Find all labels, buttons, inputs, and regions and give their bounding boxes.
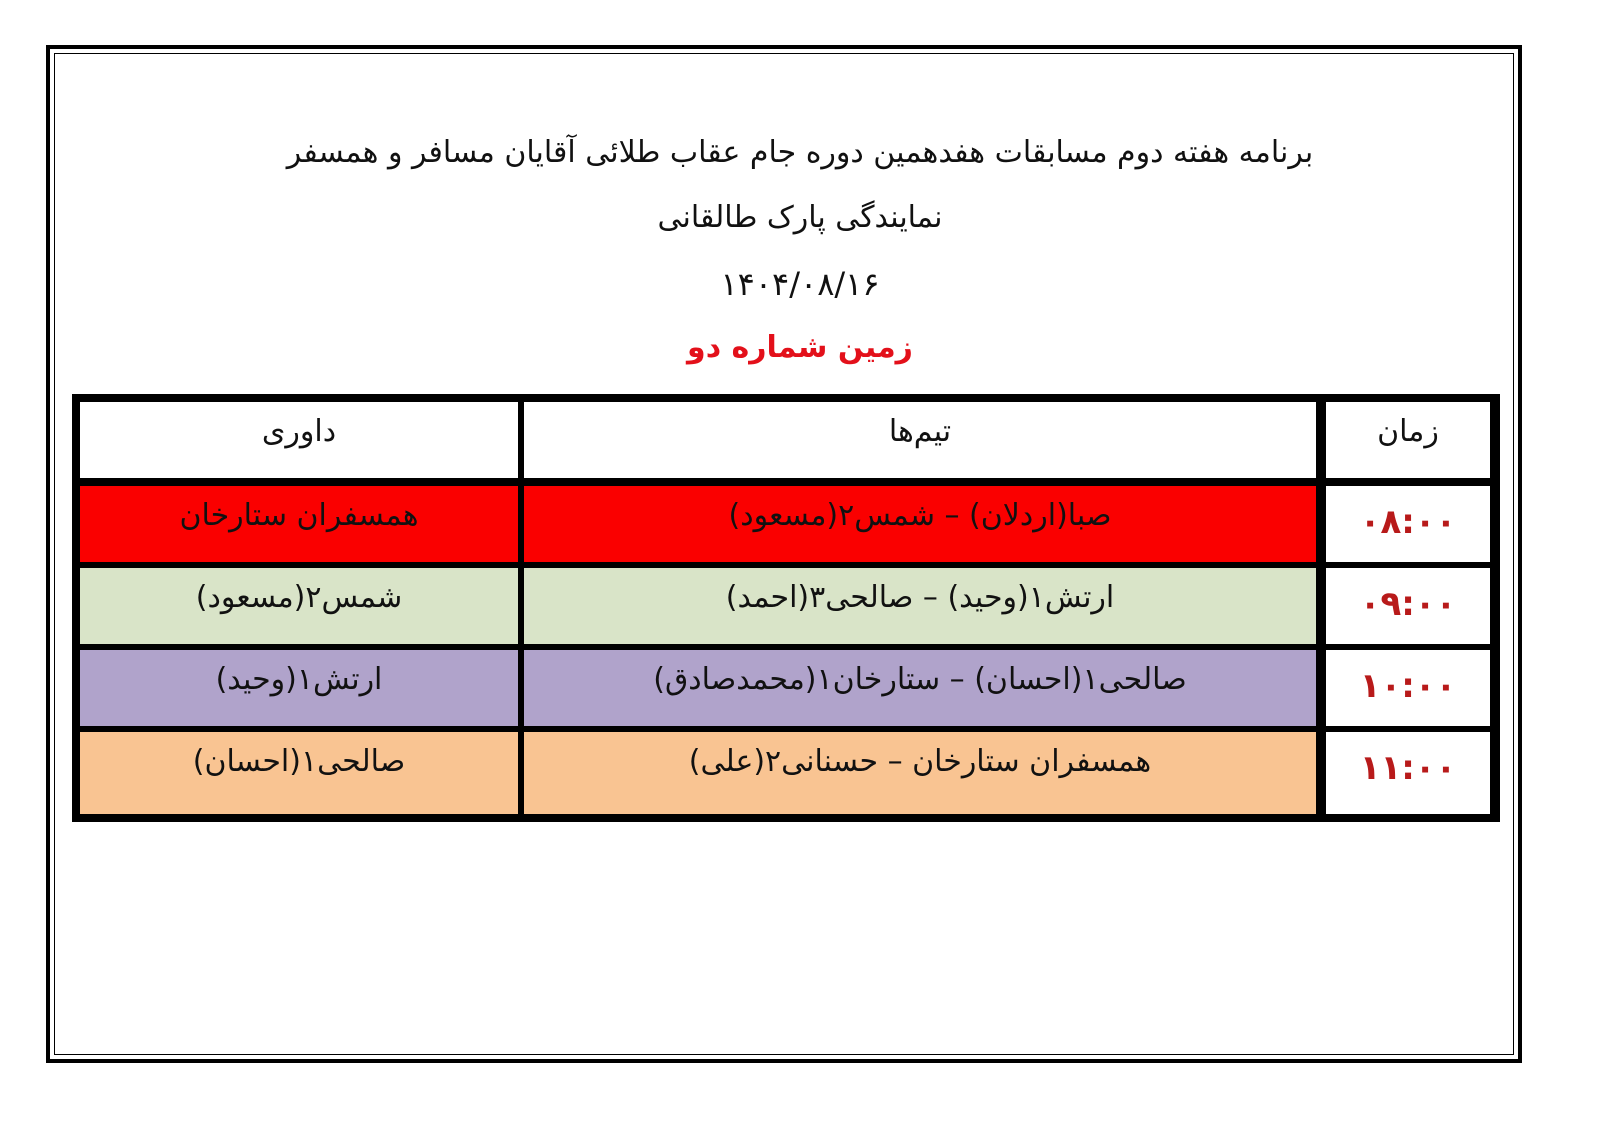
title-line-1: برنامه هفته دوم مسابقات هفدهمین دوره جام عقاب طلائی آقایان مسافر و همسفر: [286, 135, 1314, 170]
time-cell: ۱۰:۰۰: [1326, 650, 1490, 726]
referee-cell: همسفران ستارخان: [80, 486, 518, 562]
time-cell: ۰۸:۰۰: [1326, 486, 1490, 562]
referee-cell: صالحی۱(احسان): [80, 732, 518, 814]
header-teams: تیم‌ها: [524, 402, 1316, 478]
time-cell: ۰۹:۰۰: [1326, 568, 1490, 644]
schedule-date: ۱۴۰۴/۰۸/۱۶: [720, 265, 880, 303]
teams-cell: صبا(اردلان) – شمس۲(مسعود): [524, 486, 1316, 562]
schedule-table: [72, 394, 1500, 822]
teams-cell: صالحی۱(احسان) – ستارخان۱(محمدصادق): [524, 650, 1316, 726]
time-cell: ۱۱:۰۰: [1326, 732, 1490, 814]
header-referee: داوری: [80, 402, 518, 478]
field-name: زمین شماره دو: [687, 330, 913, 365]
teams-cell: ارتش۱(وحید) – صالحی۳(احمد): [524, 568, 1316, 644]
referee-cell: ارتش۱(وحید): [80, 650, 518, 726]
title-line-2: نمایندگی پارک طالقانی: [657, 200, 943, 235]
header-time: زمان: [1326, 402, 1490, 478]
teams-cell: همسفران ستارخان – حسنانی۲(علی): [524, 732, 1316, 814]
referee-cell: شمس۲(مسعود): [80, 568, 518, 644]
